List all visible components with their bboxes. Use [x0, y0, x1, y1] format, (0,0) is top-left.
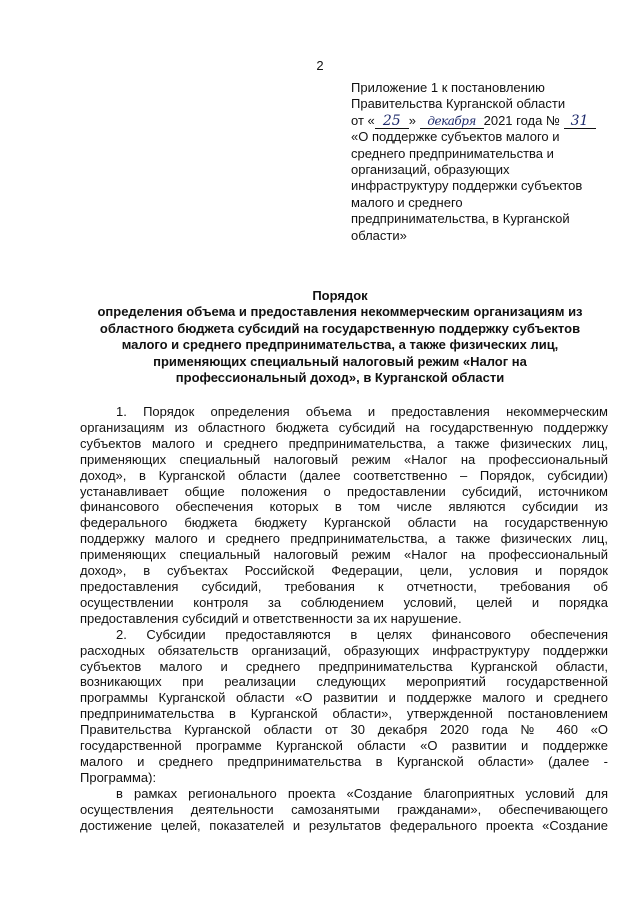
- paragraph-line: предоставления субсидий, требования к отчетности, требования об: [80, 578, 608, 594]
- paragraph-line: Программа):: [80, 769, 157, 785]
- appendix-line: Приложение 1 к постановлению: [351, 80, 545, 95]
- page-number: 2: [316, 58, 324, 73]
- title-line: областного бюджета субсидий на государственную поддержку субъектов: [99, 320, 581, 336]
- appendix-line: Правительства Курганской области: [351, 96, 566, 112]
- paragraph-line: осуществлении контроля за соблюдением условий, целей и порядка: [80, 594, 608, 610]
- handwritten-number: 31: [564, 114, 596, 129]
- title-line: применяющих специальный налоговый режим «Налог на: [153, 353, 527, 369]
- paragraph-line: доход», в субъектах Российской Федерации, цели, условия и порядок: [80, 563, 608, 579]
- paragraph-line: Правительства Курганской области от 30 декабря 2020 года № 460 «О: [80, 722, 608, 738]
- appendix-line: инфраструктуру поддержки субъектов: [351, 178, 583, 194]
- paragraph-line: 2. Субсидии предоставляются в целях финансового обеспечения: [116, 626, 608, 642]
- appendix-line: организаций, образующих: [351, 162, 510, 178]
- paragraph-line: организациям из областного бюджета субсидий на государственную поддержку: [80, 419, 608, 435]
- paragraph-line: применяющих специальный налоговый режим «Налог на профессиональный: [80, 451, 608, 467]
- paragraph-line: применяющих специальный налоговый режим «Налог на профессиональный: [80, 547, 608, 563]
- paragraph-line: малого и среднего предпринимательства в Курганской области» (далее -: [80, 753, 608, 769]
- paragraph-line: государственной программе Курганской области «О развитии и поддержке: [80, 738, 608, 754]
- year-text: 2021 года №: [483, 112, 560, 128]
- paragraph-line: 1. Порядок определения объема и предоставления некоммерческим: [116, 404, 608, 419]
- paragraph-line: поддержку малого и среднего предпринимательства, а также физических лиц,: [80, 531, 608, 547]
- paragraph-line: предпринимательства в Курганской области», утвержденной постановлением: [80, 706, 608, 722]
- paragraph-2: [80, 627, 608, 786]
- date-prefix: от «: [351, 112, 375, 128]
- paragraph-1: [80, 404, 608, 627]
- date-mid: »: [408, 112, 416, 128]
- paragraph-line: осуществления деятельности самозанятыми гражданами», обеспечивающего: [80, 801, 608, 817]
- paragraph-3: [80, 786, 608, 834]
- appendix-date-line: [351, 113, 611, 129]
- paragraph-line: субъектов малого и среднего предпринимательства, а также физических лиц,: [80, 435, 608, 451]
- title-line: профессиональный доход», в Курганской области: [175, 370, 505, 386]
- paragraph-line: устанавливает общие положения о предоставлении субсидий, источником: [80, 483, 608, 499]
- appendix-line: «О поддержке субъектов малого и: [351, 129, 560, 145]
- appendix-line: среднего предпринимательства и: [351, 145, 554, 161]
- paragraph-line: расходных обязательств организаций, образующих инфраструктуру поддержки: [80, 642, 608, 658]
- appendix-line: предпринимательства, в Курганской: [351, 211, 570, 227]
- handwritten-day: 25: [375, 114, 409, 129]
- document-body: [80, 404, 608, 833]
- paragraph-line: доход», в Курганской области (далее соответственно – Порядок, субсидии): [80, 467, 608, 483]
- paragraph-line: финансового обеспечения которых в том числе являются субсидии из: [80, 499, 608, 515]
- handwritten-month: декабря: [420, 114, 484, 129]
- paragraph-line: субъектов малого и среднего предпринимательства Курганской области,: [80, 658, 608, 674]
- paragraph-line: предоставления субсидий и ответственности за их нарушение.: [80, 610, 462, 626]
- title-line: малого и среднего предпринимательства, а также физических лиц,: [121, 337, 559, 353]
- appendix-header: [351, 80, 611, 244]
- paragraph-line: достижение целей, показателей и результатов федерального проекта «Создание: [80, 817, 608, 833]
- document-title: [80, 288, 600, 386]
- paragraph-line: федерального бюджета бюджету Курганской области на государственную: [80, 515, 608, 531]
- title-line: Порядок: [312, 288, 368, 303]
- appendix-line: области»: [351, 227, 407, 243]
- paragraph-line: в рамках регионального проекта «Создание благоприятных условий для: [116, 785, 608, 801]
- title-line: определения объема и предоставления некоммерческим организациям из: [97, 304, 583, 320]
- paragraph-line: программы Курганской области «О развитии и поддержке малого и среднего: [80, 690, 608, 706]
- appendix-line: малого и среднего: [351, 194, 463, 210]
- paragraph-line: возникающих при реализации следующих мероприятий государственной: [80, 674, 608, 690]
